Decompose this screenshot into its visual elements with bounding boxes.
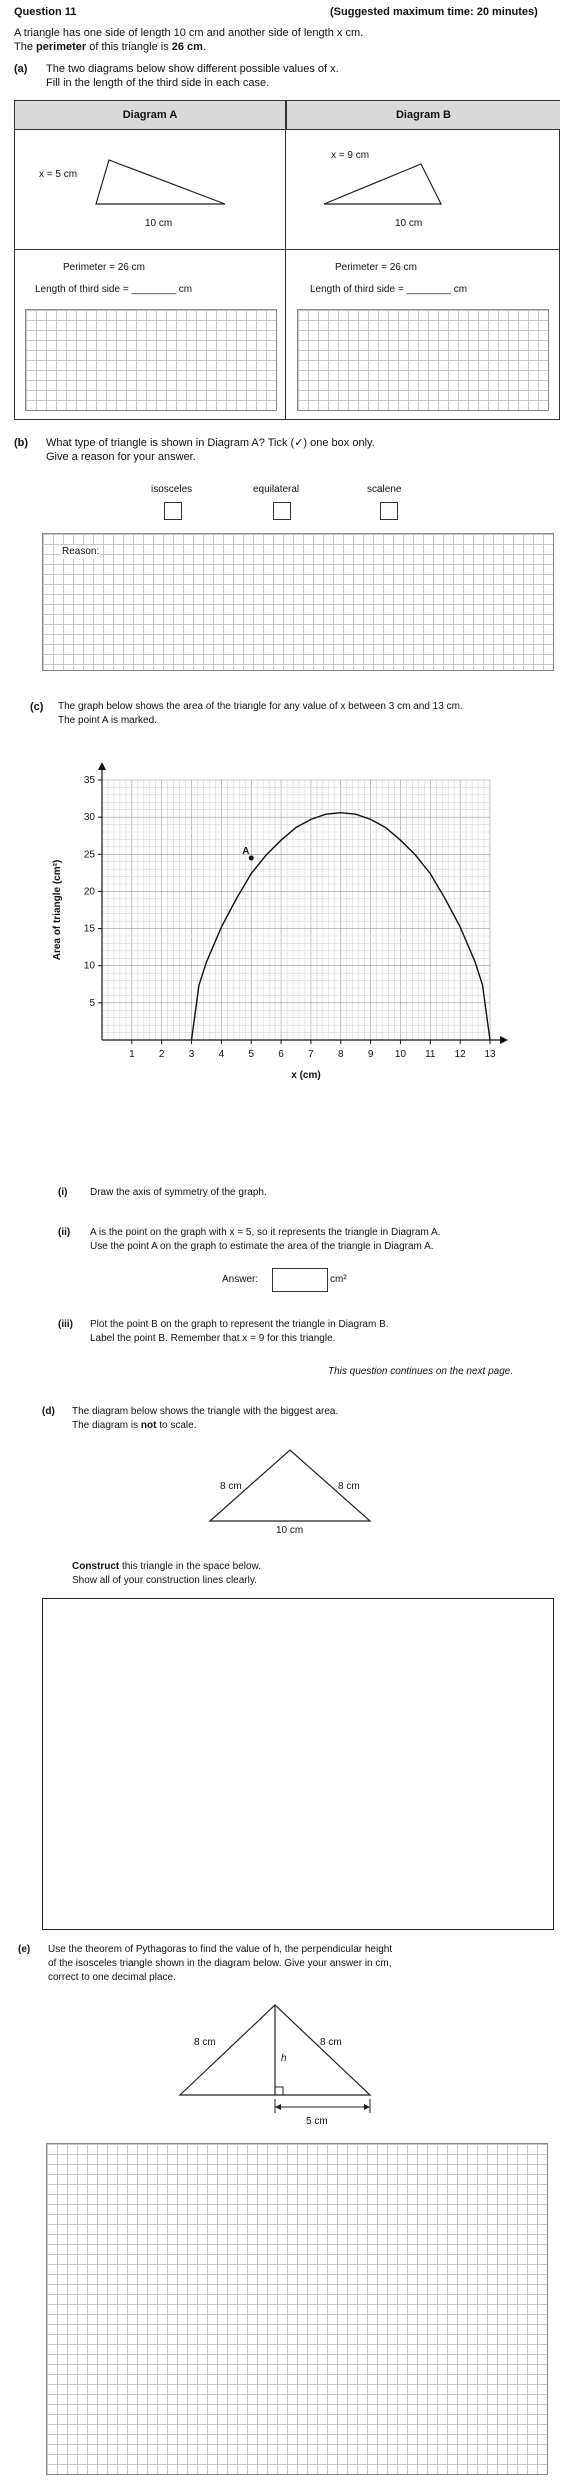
part-d-right-label: 8 cm — [338, 1481, 360, 1492]
x-tick-label: 3 — [188, 1049, 195, 1060]
construct-bold: Construct — [72, 1561, 120, 1572]
sub-iii-label: (iii) — [58, 1319, 73, 1330]
diagram-b-third-side: Length of third side = ________ cm — [310, 284, 468, 295]
part-c-line-2: The point A is marked. — [58, 715, 157, 726]
part-e-line-3: correct to one decimal place. — [48, 1972, 176, 1983]
diagram-b-base-label: 10 cm — [395, 218, 423, 229]
y-axis-arrow — [98, 762, 106, 770]
part-c-line-1: The graph below shows the area of the triangle for any value of x between 3 cm and 13 cm. — [58, 701, 463, 712]
x-tick-label: 7 — [308, 1049, 314, 1060]
intro-text: The — [14, 41, 37, 53]
answer-unit: cm² — [330, 1274, 347, 1285]
construction-space[interactable] — [42, 1598, 554, 1930]
table-divider-horizontal — [15, 249, 559, 250]
part-d-line-2 — [72, 1419, 197, 1433]
sub-ii-line-2: Use the point A on the graph to estimate the area of the triangle in Diagram A. — [90, 1241, 434, 1252]
part-b-line-2: Give a reason for your answer. — [46, 451, 196, 463]
construct-instruction-2: Show all of your construction lines clearly. — [72, 1575, 257, 1586]
x-tick-label: 9 — [367, 1049, 374, 1060]
part-e-working-grid[interactable] — [46, 2143, 548, 2475]
diagram-b-side-label: x = 9 cm — [331, 150, 370, 161]
reason-answer-grid[interactable] — [42, 533, 554, 671]
x-tick-label: 11 — [425, 1049, 436, 1060]
diagram-a-perimeter: Perimeter = 26 cm — [63, 262, 145, 273]
part-d-label: (d) — [42, 1406, 55, 1417]
part-b-label: (b) — [14, 437, 29, 449]
part-c-label: (c) — [30, 701, 44, 713]
part-e-h-label: h — [281, 2053, 287, 2064]
y-tick-label: 25 — [83, 849, 95, 861]
part-d-left-label: 8 cm — [220, 1481, 242, 1492]
diagram-a-third-side: Length of third side = ________ cm — [35, 284, 193, 295]
part-e-left-label: 8 cm — [194, 2037, 216, 2048]
sub-ii-label: (ii) — [58, 1227, 71, 1238]
diagram-a-base-label: 10 cm — [145, 218, 173, 229]
part-a-line-1: The two diagrams below show different possible values of x. — [46, 63, 339, 75]
point-a-label: A — [242, 846, 250, 857]
diagram-a-working-grid[interactable] — [25, 309, 277, 411]
x-axis-arrow — [500, 1036, 508, 1044]
isosceles-checkbox[interactable] — [164, 502, 182, 520]
x-tick-label: 6 — [278, 1049, 284, 1060]
intro-line-1: A triangle has one side of length 10 cm and another side of length x cm. — [14, 27, 364, 39]
y-tick-label: 20 — [83, 886, 95, 898]
isosceles-height-triangle — [170, 1995, 380, 2130]
reason-label: Reason: — [62, 546, 100, 557]
area-chart[interactable] — [40, 750, 540, 1100]
sub-iii-line-1: Plot the point B on the graph to represent the triangle in Diagram B. — [90, 1319, 389, 1330]
option-equilateral-label: equilateral — [253, 484, 300, 495]
x-tick-label: 5 — [248, 1049, 255, 1060]
option-scalene-label: scalene — [367, 484, 402, 495]
scalene-checkbox[interactable] — [380, 502, 398, 520]
y-tick-label: 15 — [83, 923, 95, 935]
diagram-b-triangle — [286, 130, 559, 248]
question-number: Question 11 — [14, 6, 77, 18]
part-d-bold: not — [140, 1420, 157, 1431]
y-axis-label: Area of triangle (cm²) — [52, 859, 63, 961]
part-e-base-label: 5 cm — [306, 2116, 328, 2127]
equilateral-checkbox[interactable] — [273, 502, 291, 520]
x-tick-label: 2 — [158, 1049, 165, 1060]
part-d-line-1: The diagram below shows the triangle with the biggest area. — [72, 1406, 339, 1417]
part-b-line-1: What type of triangle is shown in Diagram A? Tick (✓) one box only. — [46, 437, 375, 449]
y-tick-label: 5 — [89, 997, 95, 1009]
y-tick-label: 30 — [83, 812, 95, 824]
part-a-line-2: Fill in the length of the third side in each case. — [46, 77, 270, 89]
x-tick-label: 13 — [484, 1049, 496, 1060]
sub-i-text: Draw the axis of symmetry of the graph. — [90, 1187, 267, 1198]
part-d-text: The diagram is — [72, 1420, 141, 1431]
option-isosceles-label: isosceles — [151, 484, 193, 495]
diagram-a-side-label: x = 5 cm — [39, 169, 78, 180]
construct-text: this triangle in the space below. — [119, 1561, 261, 1572]
part-e-right-label: 8 cm — [320, 2037, 342, 2048]
answer-label: Answer: — [222, 1274, 259, 1285]
area-answer-box[interactable] — [272, 1268, 328, 1292]
x-tick-label: 1 — [129, 1049, 135, 1060]
intro-text-mid: of this triangle is — [86, 41, 172, 53]
part-e-label: (e) — [18, 1944, 31, 1955]
part-e-line-2: of the isosceles triangle shown in the diagram below. Give your answer in cm, — [48, 1958, 392, 1969]
diagram-b-working-grid[interactable] — [297, 309, 549, 411]
part-e-line-1: Use the theorem of Pythagoras to find the value of h, the perpendicular height — [48, 1944, 393, 1955]
point-a-marker — [249, 856, 254, 861]
construct-instruction — [72, 1560, 261, 1574]
sub-iii-line-2: Label the point B. Remember that x = 9 for this triangle. — [90, 1333, 336, 1344]
diagram-a-title: Diagram A — [15, 101, 285, 130]
part-d-text-end: to scale. — [156, 1420, 197, 1431]
x-tick-label: 12 — [454, 1049, 466, 1060]
intro-bold: perimeter — [36, 41, 87, 53]
intro-text-end: . — [202, 41, 207, 53]
sub-ii-line-1: A is the point on the graph with x = 5, so it represents the triangle in Diagram A. — [90, 1227, 441, 1238]
intro-line-2 — [14, 40, 206, 54]
diagram-table — [14, 100, 560, 420]
x-tick-label: 10 — [394, 1049, 407, 1060]
y-tick-label: 10 — [83, 960, 95, 972]
part-a-label: (a) — [14, 63, 28, 75]
part-d-base-label: 10 cm — [276, 1525, 304, 1536]
sub-i-label: (i) — [58, 1187, 68, 1198]
intro-perimeter-value: 26 cm — [171, 41, 203, 53]
x-tick-label: 8 — [337, 1049, 344, 1060]
diagram-b-perimeter: Perimeter = 26 cm — [335, 262, 417, 273]
continues-note: This question continues on the next page. — [328, 1366, 514, 1377]
diagram-b-title: Diagram B — [286, 101, 560, 130]
x-axis-label: x (cm) — [291, 1070, 321, 1081]
x-tick-label: 4 — [218, 1049, 225, 1060]
y-tick-label: 35 — [83, 775, 95, 786]
time-note: (Suggested maximum time: 20 minutes) — [330, 6, 538, 18]
